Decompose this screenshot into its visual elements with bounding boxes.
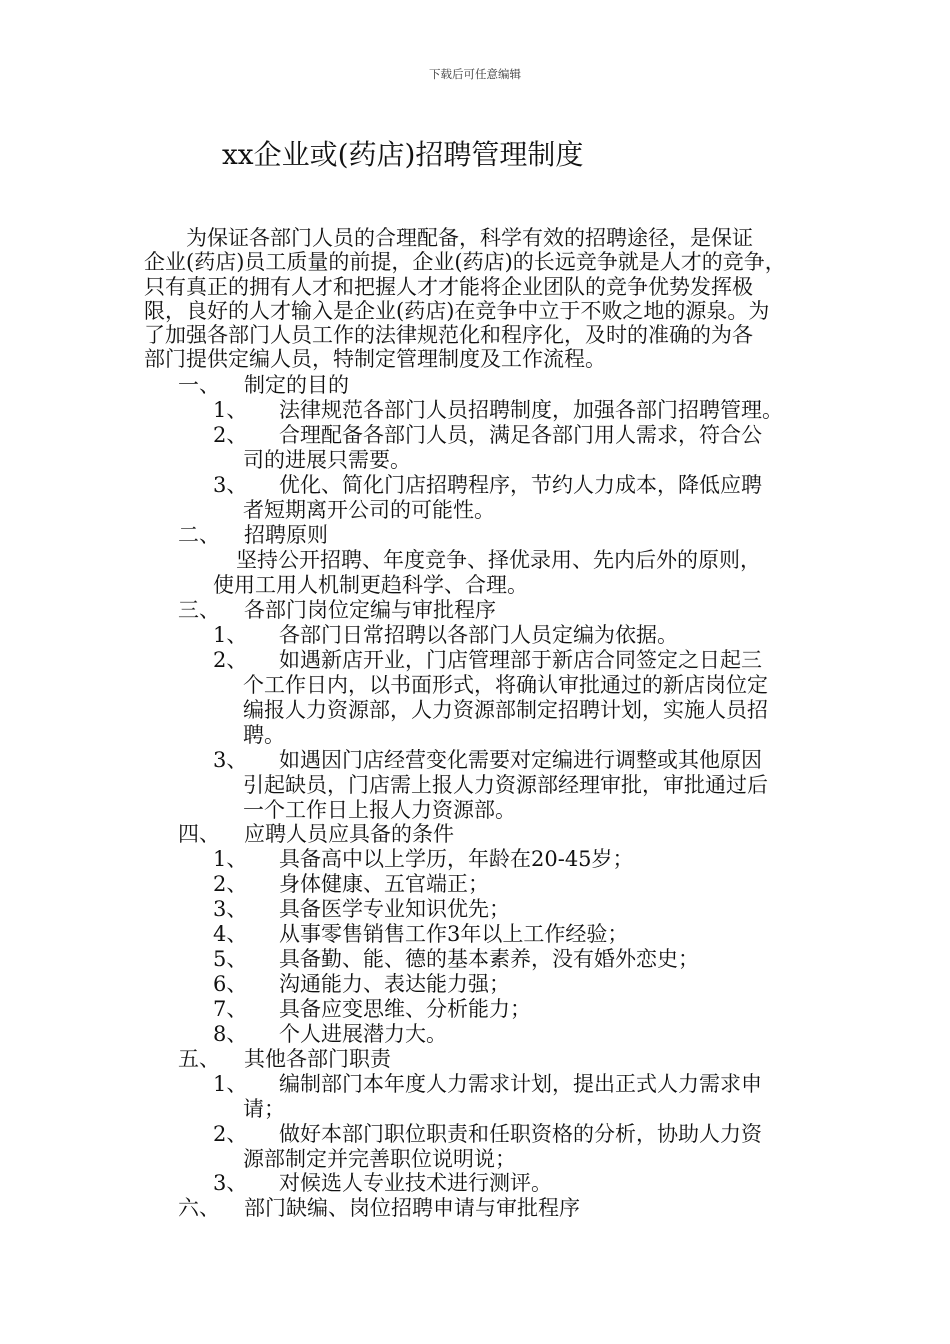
item-text: 个工作日内，以书面形式，将确认审批通过的新店岗位定 [243, 673, 768, 697]
item-number: 2、 [213, 648, 248, 672]
item-text: 法律规范各部门人员招聘制度，加强各部门招聘管理。 [279, 398, 783, 422]
item-number: 5、 [213, 947, 248, 971]
item-text: 编报人力资源部，人力资源部制定招聘计划，实施人员招 [243, 698, 768, 722]
section-number: 一、 [178, 373, 220, 397]
item-text: 具备应变思维、分析能力； [279, 997, 531, 1021]
item-number: 4、 [213, 922, 248, 946]
section-number: 二、 [178, 523, 220, 547]
item-text: 编制部门本年度人力需求计划，提出正式人力需求申 [279, 1072, 762, 1096]
intro-paragraph [144, 226, 819, 372]
item-text: 具备高中以上学历，年龄在20-45岁； [279, 847, 634, 871]
intro-line: 企业(药店)员工质量的前提，企业(药店)的长远竞争就是人才的竞争， [144, 250, 786, 275]
item-number: 7、 [213, 997, 248, 1021]
item-text: 对候选人专业技术进行测评。 [279, 1171, 552, 1195]
section-title: 部门缺编、岗位招聘申请与审批程序 [244, 1196, 580, 1220]
item-text: 各部门日常招聘以各部门人员定编为依据。 [279, 623, 678, 647]
item-text: 如遇新店开业，门店管理部于新店合同签定之日起三 [279, 648, 762, 672]
item-text: 源部制定并完善职位说明说； [243, 1147, 516, 1171]
item-text: 身体健康、五官端正； [279, 872, 489, 896]
item-number: 8、 [213, 1022, 248, 1046]
item-number: 3、 [213, 1171, 248, 1195]
section-number: 五、 [178, 1047, 220, 1071]
item-text: 具备勤、能、德的基本素养，没有婚外恋史； [279, 947, 699, 971]
item-number: 2、 [213, 423, 248, 447]
item-number: 1、 [213, 623, 248, 647]
item-text: 司的进展只需要。 [243, 448, 411, 472]
item-text: 者短期离开公司的可能性。 [243, 498, 495, 522]
intro-line: 只有真正的拥有人才和把握人才才能将企业团队的竞争优势发挥极 [144, 274, 753, 299]
item-number: 2、 [213, 872, 248, 896]
item-text: 如遇因门店经营变化需要对定编进行调整或其他原因 [279, 748, 762, 772]
page-header: 下载后可任意编辑 [429, 67, 521, 81]
item-text: 从事零售销售工作3年以上工作经验； [279, 922, 629, 946]
section-title: 制定的目的 [244, 373, 349, 397]
paragraph-text: 使用工用人机制更趋科学、合理。 [213, 573, 528, 597]
item-text: 优化、简化门店招聘程序，节约人力成本，降低应聘 [279, 473, 762, 497]
item-text: 一个工作日上报人力资源部。 [243, 798, 516, 822]
item-number: 2、 [213, 1122, 248, 1146]
item-text: 具备医学专业知识优先； [279, 897, 510, 921]
intro-line: 了加强各部门人员工作的法律规范化和程序化，及时的准确的为各 [144, 323, 753, 348]
item-number: 3、 [213, 473, 248, 497]
section-title: 其他各部门职责 [244, 1047, 391, 1071]
document-title: xx企业或(药店)招聘管理制度 [222, 138, 584, 171]
section-number: 六、 [178, 1196, 220, 1220]
intro-line: 部门提供定编人员，特制定管理制度及工作流程。 [144, 347, 606, 372]
item-text: 引起缺员，门店需上报人力资源部经理审批，审批通过后 [243, 773, 768, 797]
item-text: 合理配备各部门人员，满足各部门用人需求，符合公 [279, 423, 762, 447]
item-number: 3、 [213, 748, 248, 772]
section-number: 四、 [178, 822, 220, 846]
section-title: 应聘人员应具备的条件 [244, 822, 454, 846]
item-number: 1、 [213, 1072, 248, 1096]
item-number: 3、 [213, 897, 248, 921]
item-text: 沟通能力、表达能力强； [279, 972, 510, 996]
item-text: 聘。 [243, 723, 285, 747]
intro-line: 为保证各部门人员的合理配备，科学有效的招聘途径，是保证 [186, 226, 753, 250]
intro-line: 限，良好的人才输入是企业(药店)在竞争中立于不败之地的源泉。为 [144, 298, 770, 323]
item-number: 6、 [213, 972, 248, 996]
section-title: 各部门岗位定编与审批程序 [244, 598, 496, 622]
item-number: 1、 [213, 847, 248, 871]
item-text: 个人进展潜力大。 [279, 1022, 447, 1046]
item-text: 请； [243, 1097, 285, 1121]
item-text: 做好本部门职位职责和任职资格的分析，协助人力资 [279, 1122, 762, 1146]
section-number: 三、 [178, 598, 220, 622]
section-title: 招聘原则 [244, 523, 328, 547]
paragraph-text: 坚持公开招聘、年度竞争、择优录用、先内后外的原则， [236, 548, 761, 572]
item-number: 1、 [213, 398, 248, 422]
